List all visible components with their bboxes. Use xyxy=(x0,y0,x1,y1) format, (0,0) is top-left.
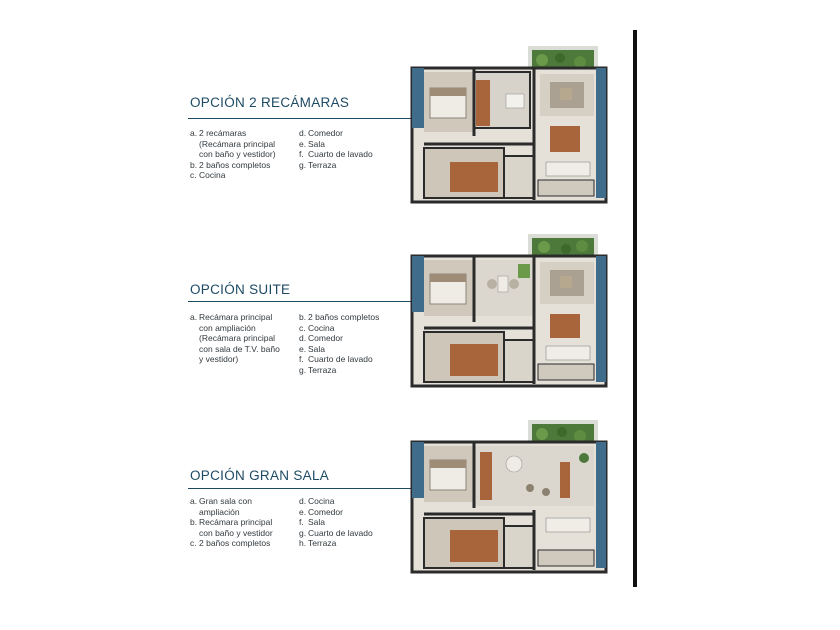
feature-item: b. 2 baños completos xyxy=(299,312,380,322)
feature-column-1 xyxy=(190,128,294,181)
feature-item: a. Recámara principal con ampliación (Recámara principal con sala de T.V. baño y vestidor) xyxy=(190,312,280,365)
feature-item: b. 2 baños completos xyxy=(190,159,271,170)
feature-column-1 xyxy=(190,496,294,549)
page-divider xyxy=(633,30,637,587)
feature-item: g. Terraza xyxy=(299,159,337,170)
option-title: OPCIÓN GRAN SALA xyxy=(190,468,330,483)
feature-item: e. Sala xyxy=(299,138,326,149)
option-title: OPCIÓN SUITE xyxy=(190,282,291,297)
feature-item: a. Gran sala con ampliación xyxy=(190,496,252,517)
feature-item: a. 2 recámaras (Recámara principal con baño y vestidor) xyxy=(190,128,276,160)
option-title: OPCIÓN 2 RECÁMARAS xyxy=(190,95,350,110)
feature-column-2 xyxy=(299,128,399,170)
feature-item: b. Recámara principal con baño y vestidor xyxy=(190,517,273,538)
feature-column-2 xyxy=(299,496,399,549)
feature-column-1 xyxy=(190,312,294,365)
feature-item: d. Comedor xyxy=(299,128,343,138)
feature-item: g. Terraza xyxy=(299,364,337,375)
feature-item: g. Cuarto de lavado xyxy=(299,527,373,538)
feature-item: e. Comedor xyxy=(299,506,343,517)
feature-item: c. Cocina xyxy=(190,170,226,181)
feature-item: h. Terraza xyxy=(299,538,337,549)
title-rule xyxy=(188,118,414,119)
feature-item: d. Comedor xyxy=(299,333,343,344)
feature-item: f. Sala xyxy=(299,517,326,528)
floor-plan-image xyxy=(410,418,610,578)
feature-item: f. Cuarto de lavado xyxy=(299,354,373,365)
floor-plan-image xyxy=(410,232,610,392)
feature-item: d. Cocina xyxy=(299,496,335,506)
title-rule xyxy=(188,301,414,302)
feature-column-2 xyxy=(299,312,399,376)
feature-item: e. Sala xyxy=(299,343,326,354)
title-rule xyxy=(188,488,414,489)
feature-item: f. Cuarto de lavado xyxy=(299,149,373,160)
feature-item: c. 2 baños completos xyxy=(190,538,271,549)
feature-item: c. Cocina xyxy=(299,322,335,333)
floor-plan-image xyxy=(410,44,610,204)
